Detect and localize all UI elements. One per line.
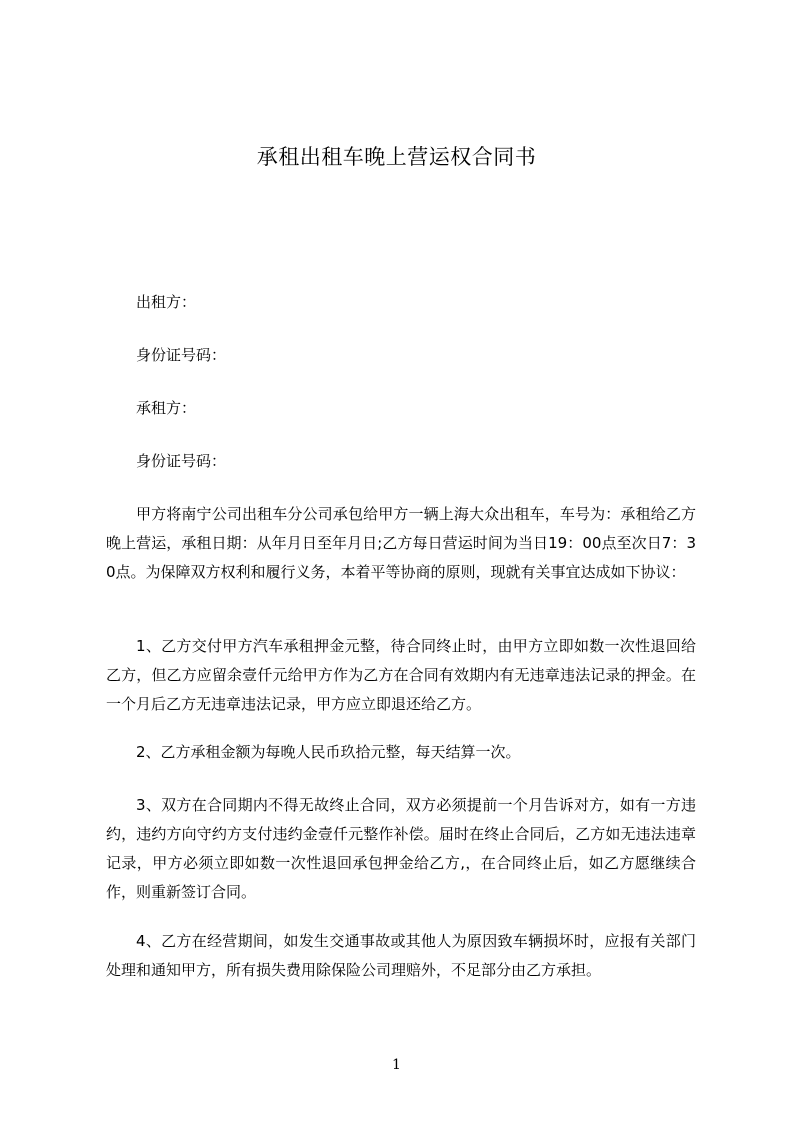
lessor-id-field-label: 身份证号码： bbox=[136, 346, 227, 364]
clause-3-paragraph: 3、双方在合同期内不得无故终止合同，双方必须提前一个月告诉对方，如有一方违约，违约方向守约方支付违约金壹仟元整作补偿。届时在终止合同后，乙方如无违法违章记录，甲方必须立即如数一次性退回承包押金给乙方,，在合同终止后，如乙方愿继续合作，则重新签订合同。 bbox=[106, 796, 696, 901]
clause-2-paragraph: 2、乙方承租金额为每晚人民币玖拾元整，每天结算一次。 bbox=[136, 743, 521, 761]
page-number: 1 bbox=[392, 1057, 401, 1073]
lessee-field-label: 承租方： bbox=[136, 399, 197, 417]
clause-4-paragraph: 4、乙方在经营期间，如发生交通事故或其他人为原因致车辆损坏时，应报有关部门处理和通知甲方，所有损失费用除保险公司理赔外，不足部分由乙方承担。 bbox=[106, 932, 696, 979]
document-title: 承租出租车晚上营运权合同书 bbox=[256, 145, 537, 169]
preamble-paragraph: 甲方将南宁公司出租车分公司承包给甲方一辆上海大众出租车，车号为：承租给乙方晚上营运，承租日期：从年月日至年月日;乙方每日营运时间为当日19：00点至次日7：30点。为保障双方权利和履行义务，本着平等协商的原则，现就有关事宜达成如下协议： bbox=[106, 505, 696, 581]
lessee-id-field-label: 身份证号码： bbox=[136, 452, 227, 470]
clause-1-paragraph: 1、乙方交付甲方汽车承租押金元整，待合同终止时，由甲方立即如数一次性退回给乙方，但乙方应留余壹仟元给甲方作为乙方在合同有效期内有无违章违法记录的押金。在一个月后乙方无违章违法记录，甲方应立即退还给乙方。 bbox=[106, 637, 696, 713]
lessor-field-label: 出租方： bbox=[136, 293, 197, 311]
